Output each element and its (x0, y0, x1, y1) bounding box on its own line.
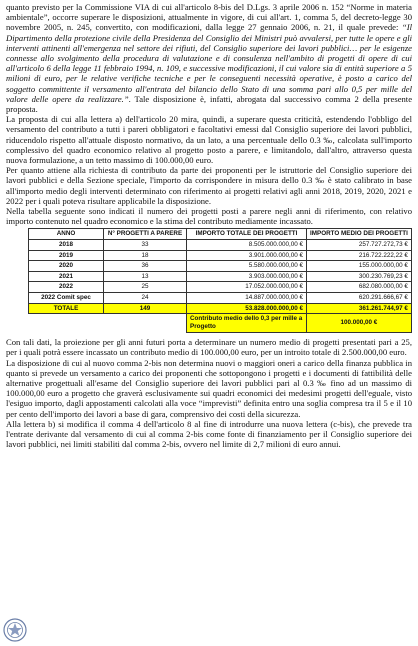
table-header: IMPORTO MEDIO DEI PROGETTI (307, 229, 412, 240)
total-amount: 53.828.000.000,00 € (187, 303, 307, 314)
emblem-icon (3, 618, 27, 642)
table-cell-count: 25 (104, 282, 187, 293)
table-cell-average: 620.291.666,67 € (307, 293, 412, 304)
average-contribution-label: Contributo medio dello 0,3 per mille a Progetto (187, 314, 307, 333)
table-cell-year: 2019 (29, 250, 104, 261)
table-cell-average: 300.230.769,23 € (307, 271, 412, 282)
table-row (29, 293, 412, 304)
projects-table (28, 228, 412, 333)
table-cell-total: 3.903.000.000,00 € (187, 271, 307, 282)
table-average-row (29, 314, 412, 333)
table-cell-year: 2020 (29, 261, 104, 272)
table-row (29, 240, 412, 251)
table-cell-average: 257.727.272,73 € (307, 240, 412, 251)
table-cell-total: 5.580.000.000,00 € (187, 261, 307, 272)
quote-text: “Il Dipartimento della protezione civile della Presidenza del Consiglio dei Ministri può avvalersi, per tutte le opere e gli interventi attinenti all'emergenza nel settore dei rifiuti, del Consiglio superiore dei lavori pubblici… per le esigenze connesse allo svolgimento della procedura di valutazione e di consulenza nell'ambito di progetti di opere di cui all'articolo 6 della legge 11 febbraio 1994, n. 109, e successive modificazioni, il cui valore sia di entità superiore a 5 milioni di euro, per le relative verifiche tecniche e per le conseguenti necessità operative, è posto a carico del soggetto committente il versamento all'entrata del bilancio dello Stato di una somma pari allo 0,5 per mille del valore delle opere da realizzare.” (6, 22, 412, 104)
table-cell-average: 682.080.000,00 € (307, 282, 412, 293)
table-cell-count: 18 (104, 250, 187, 261)
paragraph-intro: quanto previsto per la Commissione VIA di cui all'articolo 8-bis del D.Lgs. 3 aprile 2006 n. 152 “Norme in materia ambientale”, occorre superare le disposizioni, attualmente in vigore, di cui all'art. 1, comma 5, del decreto-legge 30 novembre 2005, n. 245, convertito, con modificazioni, dalla legge 27 gennaio 2006, n. 21, il quale prevede: “Il Dipartimento della protezione civile della Presidenza del Consiglio dei Ministri può avvalersi, per tutte le opere e gli interventi attinenti all'emergenza nel settore dei rifiuti, del Consiglio superiore dei lavori pubblici… per le esigenze connesse allo svolgimento della procedura di valutazione e di consulenza nell'ambito di progetti di opere di cui all'articolo 6 della legge 11 febbraio 1994, n. 109, e successive modificazioni, il cui valore sia di entità superiore a 5 milioni di euro, per le relative verifiche tecniche e per le conseguenti necessità operative, è posto a carico del soggetto committente il versamento all'entrata del bilancio dello Stato di una somma pari allo 0,5 per mille del valore delle opere da realizzare.”. Tale disposizione è, infatti, abrogata dal successivo comma 2 della presente proposta. (6, 2, 413, 115)
total-count: 149 (104, 303, 187, 314)
paragraph-contribution: Per quanto attiene alla richiesta di contributo da parte dei proponenti per le istruttorie del Consiglio superiore dei lavori pubblici e della Sezione speciale, l'importo da corrispondere in misura dello 0.3 ‰ è stato calibrato in base all'importo medio degli interventi determinato con riferimento ai progetti relativi agli anni 2018, 2019, 2020, 2021 e 2022 per i quali poteva risultare applicabile la disposizione. (6, 165, 412, 206)
table-cell-year: 2018 (29, 240, 104, 251)
table-header: IMPORTO TOTALE DEI PROGETTI (187, 229, 307, 240)
table-cell-count: 13 (104, 271, 187, 282)
table-cell-total: 3.901.000.000,00 € (187, 250, 307, 261)
total-average: 361.261.744,97 € (307, 303, 412, 314)
table-header: ANNO (29, 229, 104, 240)
paragraph-projection: Con tali dati, la proiezione per gli anni futuri porta a determinare un numero medio di progetti presentati pari a 25, per i quali potrà essere incassato un contributo medio di 100.000,00 euro, per un introito totale di 2.500.000,00 euro. (6, 337, 412, 358)
paragraph-comma-2bis: La disposizione di cui al nuovo comma 2-bis non determina nuovi o maggiori oneri a carico della finanza pubblica in quanto si prevede un versamento a carico dei proponenti che sottopongono i progetti e i documenti di fattibilità delle alternative progettuali all'esame del Consiglio superiore dei lavori pubblici pari al 0.3 ‰ fino ad un massimo di 100.000,00 euro a progetto che graverà esclusivamente sui quadri economici dei medesimi progetti dell'eguale, visto l'esiguo importo, dagli appostamenti calcolati alla voce “imprevisti” definita entro una soglia compresa tra il 5 e il 10 per cento dell'importo dei lavori a base di gara, comprensivo dei costi della sicurezza. (6, 357, 412, 419)
table-cell-average: 155.000.000,00 € (307, 261, 412, 272)
average-contribution-value: 100.000,00 € (307, 314, 412, 333)
table-cell-count: 24 (104, 293, 187, 304)
paragraph-lettera-b: Alla lettera b) si modifica il comma 4 dell'articolo 8 al fine di introdurre una nuova lettera (c-bis), che prevede tra l'entrate derivante dal versamento di cui al comma 2-bis come fonte di finanziamento per il Consiglio superiore dei lavori pubblici, nei limiti stabiliti dal comma 2-bis, ovvero nel limite di 2,7 milioni di euro annui. (6, 418, 412, 450)
table-cell-total: 14.887.000.000,00 € (187, 293, 307, 304)
total-label: TOTALE (29, 303, 104, 314)
table-header: N° PROGETTI A PARERE (104, 229, 187, 240)
table-row (29, 271, 412, 282)
table-row (29, 282, 412, 293)
table-cell-total: 8.505.000.000,00 € (187, 240, 307, 251)
table-header-row (29, 229, 412, 240)
document-page (6, 2, 412, 449)
table-row (29, 250, 412, 261)
table-cell-year: 2022 Comit spec (29, 293, 104, 304)
table-cell-average: 216.722.222,22 € (307, 250, 412, 261)
table-row (29, 261, 412, 272)
table-cell-count: 36 (104, 261, 187, 272)
table-total-row (29, 303, 412, 314)
paragraph-table-intro: Nella tabella seguente sono indicati il numero dei progetti posti a parere negli anni di riferimento, con relativo importo contenuto nel quadro economico e la stima del contributo mediamente incassato. (6, 206, 412, 227)
table-cell-year: 2021 (29, 271, 104, 282)
table-cell-year: 2022 (29, 282, 104, 293)
table-cell-count: 33 (104, 240, 187, 251)
paragraph-proposal: La proposta di cui alla lettera a) dell'articolo 20 mira, quindi, a superare questa criticità, estendendo l'obbligo del versamento del contributo a tutti i pareri obbligatori e facoltativi emessi dal Consiglio superiore dei lavori pubblici, riducendolo rispetto all'attuale disposto normativo, da un lato, a una percentuale dello 0.3 ‰, calcolata sull'importo complessivo del quadro economico relativo al progetto posto a parere, e limitandolo, dall'altro, attraverso questa nuova formulazione, a un tetto massimo di 100.000,00 euro. (6, 114, 412, 166)
table-cell-total: 17.052.000.000,00 € (187, 282, 307, 293)
